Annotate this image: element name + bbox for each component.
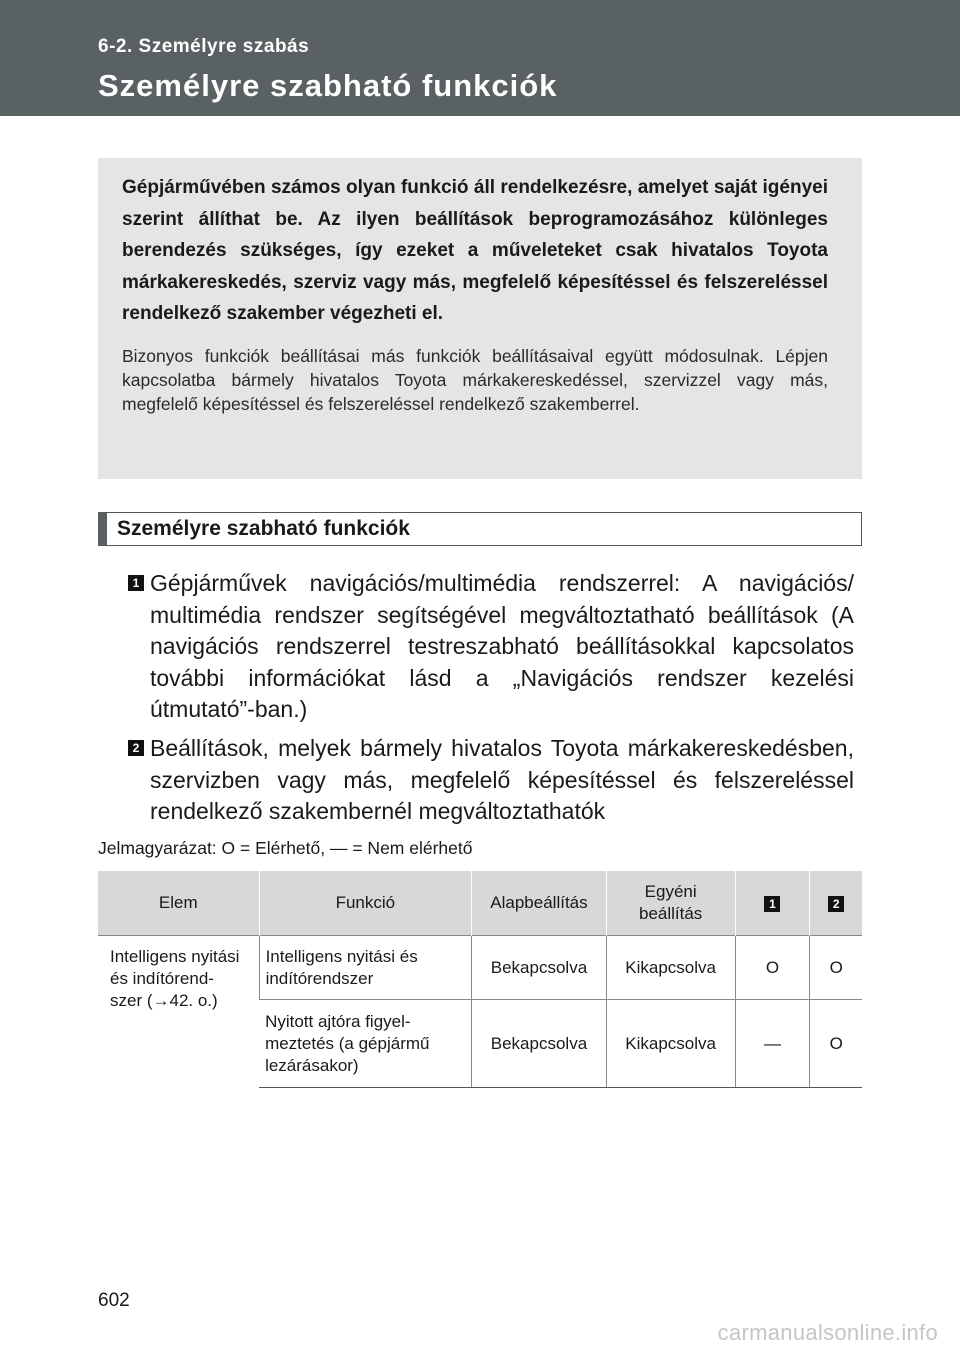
section-label: 6-2. Személyre szabás bbox=[98, 36, 310, 57]
intro-box bbox=[98, 158, 862, 479]
subheading: Személyre szabható funkciók bbox=[98, 512, 862, 546]
header-elem: Elem bbox=[98, 871, 259, 936]
group-cell: Intelligens nyitási és indítórend- szer (→42. o.) bbox=[98, 936, 259, 1088]
availability-cell-1: — bbox=[735, 1000, 810, 1088]
intro-note-paragraph: Bizonyos funkciók beállításai más funkciók beállításaival együtt módosulnak. Lépjen kapcsolatba bármely hivatalos Toyota márkakereskedéssel, szervizzel vagy más, megfelelő képesítéssel és felszereléssel rendelkező szakemberrel. bbox=[122, 345, 828, 414]
page-title: Személyre szabható funkciók bbox=[98, 68, 558, 103]
header-egyeni-beallitas: Egyéni beállítás bbox=[606, 871, 735, 936]
header-badge-1 bbox=[735, 871, 810, 936]
table-row bbox=[98, 936, 862, 1000]
list-item-1 bbox=[128, 568, 854, 726]
intro-bold-paragraph: Gépjárművében számos olyan funkció áll rendelkezésre, amelyet saját igényei szerint állíthat be. Az ilyen beállítások beprogramozásához különleges berendezés szükséges, így ezeket a műveleteket csak hivatalos Toyota márkakereskedés, szerviz vagy más, megfelelő képesítéssel és felszereléssel rendelkező szakember végezheti el. bbox=[122, 177, 828, 324]
legend: Jelmagyarázat: O = Elérhető, — = Nem elérhető bbox=[98, 838, 473, 858]
custom-cell: Kikapcsolva bbox=[606, 936, 735, 1000]
default-cell: Bekapcsolva bbox=[472, 1000, 607, 1088]
custom-cell: Kikapcsolva bbox=[606, 1000, 735, 1088]
header-number-badge-2: 2 bbox=[828, 896, 844, 912]
header-badge-2 bbox=[810, 871, 862, 936]
table-header-row bbox=[98, 871, 862, 936]
header-alapbeallitas: Alapbeállítás bbox=[472, 871, 607, 936]
list-item-text: Beállítások, melyek bármely hivatalos Toyota márkakereskedésben, szervizben vagy más, megfelelő képesítéssel és felszereléssel rendelkező szakembernél megváltoztathatók bbox=[150, 735, 854, 824]
watermark: carmanualsonline.info bbox=[717, 1320, 938, 1345]
default-cell: Bekapcsolva bbox=[472, 936, 607, 1000]
header-number-badge-1: 1 bbox=[764, 896, 780, 912]
page-header bbox=[0, 0, 960, 116]
function-table bbox=[98, 871, 862, 1088]
availability-cell-1: O bbox=[735, 936, 810, 1000]
availability-cell-2: O bbox=[810, 936, 862, 1000]
page-number: 602 bbox=[98, 1290, 130, 1311]
function-cell: Intelligens nyitási és indítórendszer bbox=[259, 936, 472, 1000]
function-cell: Nyitott ajtóra figyel- meztetés (a gépjármű lezárásakor) bbox=[259, 1000, 472, 1088]
header-funkcio: Funkció bbox=[259, 871, 472, 936]
list-item-2 bbox=[128, 733, 854, 828]
list-item-text: Gépjárművek navigációs/multimédia rendszerrel: A navigációs/ multimédia rendszer segítségével megváltoztatható beállítások (A navigációs rendszerrel testreszabható beállításokkal kapcsolatos további információkat lásd a „Navigációs rendszer kezelési útmutató”-ban.) bbox=[150, 570, 854, 722]
number-badge-2: 2 bbox=[128, 740, 144, 756]
availability-cell-2: O bbox=[810, 1000, 862, 1088]
number-badge-1: 1 bbox=[128, 575, 144, 591]
